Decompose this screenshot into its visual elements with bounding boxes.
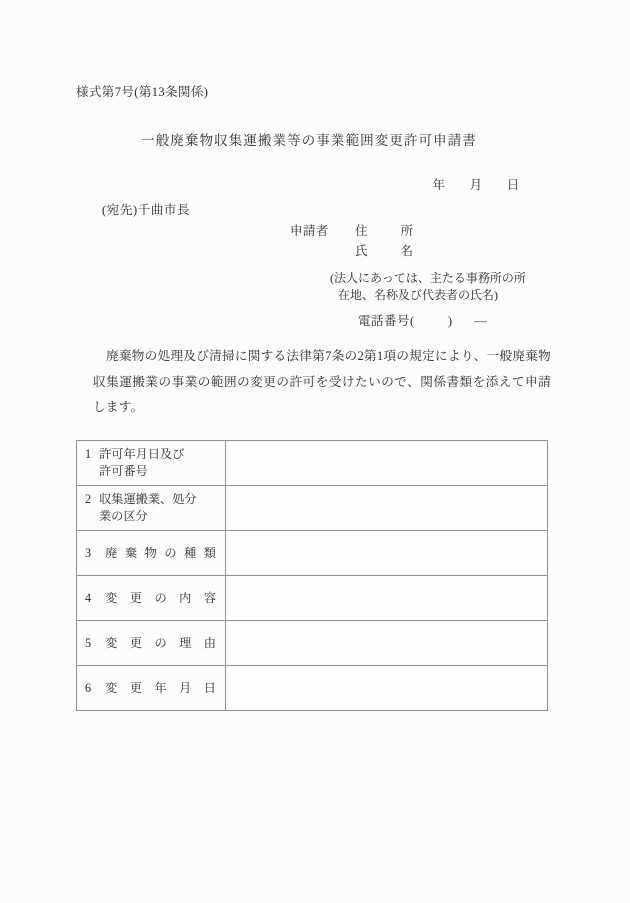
row-label — [85, 590, 218, 607]
row-label-line-1: 許可年月日及び — [99, 447, 185, 461]
applicant-address-row — [290, 221, 413, 241]
table-row — [77, 486, 548, 531]
page-title: 一般廃棄物収集運搬業等の事業範囲変更許可申請書 — [141, 133, 477, 148]
form-number: 様式第7号(第13条関係) — [76, 85, 209, 99]
row-label — [85, 545, 218, 562]
row-number: 1 — [85, 447, 92, 461]
date-month-label: 月 — [469, 178, 483, 192]
table-row-value-cell[interactable] — [226, 576, 548, 621]
date-day-label: 日 — [506, 178, 520, 192]
note-line-1: (法人にあっては、主たる事務所の所 — [330, 271, 526, 285]
phone-dash: — — [474, 314, 488, 328]
row-number: 6 — [85, 680, 92, 695]
row-label-line-2: 業の区分 — [99, 509, 148, 523]
row-number: 3 — [85, 545, 92, 560]
applicant-label: 申請者 — [290, 224, 329, 238]
applicant-name-label: 氏 名 — [355, 244, 414, 258]
row-label-text: 廃棄物の種類 — [105, 545, 216, 560]
table-row-value-cell[interactable] — [226, 486, 548, 531]
date-year-label: 年 — [432, 178, 445, 192]
table-row-label-cell — [77, 531, 226, 576]
addressee: (宛先)千曲市長 — [102, 203, 191, 217]
table-row-value-cell[interactable] — [226, 666, 548, 711]
phone-number-line — [358, 311, 487, 329]
note-line-2: 在地、名称及び代表者の氏名) — [338, 287, 498, 302]
row-label-text: 変更の内容 — [105, 590, 216, 605]
table-row-value-cell[interactable] — [226, 621, 548, 666]
table-row — [77, 621, 548, 666]
table-row-label-cell — [77, 666, 226, 711]
applicant-block — [290, 221, 413, 261]
row-number: 2 — [85, 492, 92, 506]
row-label — [85, 491, 218, 525]
applicant-corporation-note — [330, 270, 526, 303]
table-row-label-cell — [77, 621, 226, 666]
table-row — [77, 576, 548, 621]
table-body — [77, 441, 548, 711]
phone-paren-close: ) — [447, 314, 453, 328]
row-number: 5 — [85, 635, 92, 650]
phone-label: 電話番号( — [358, 314, 415, 328]
row-label — [85, 446, 218, 480]
date-line — [422, 175, 530, 193]
row-label — [85, 635, 218, 652]
row-label-line-1: 収集運搬業、処分 — [99, 492, 197, 506]
application-form-table — [76, 440, 548, 711]
table-row-label-cell — [77, 486, 226, 531]
table-row-value-cell[interactable] — [226, 531, 548, 576]
applicant-address-label: 住 所 — [355, 224, 414, 238]
table-row — [77, 441, 548, 486]
table-row — [77, 666, 548, 711]
table-row-value-cell[interactable] — [226, 441, 548, 486]
body-paragraph: 廃棄物の処理及び清掃に関する法律第7条の2第1項の規定により、一般廃棄物収集運搬業の事業の範囲の変更の許可を受けたいので、関係書類を添えて申請します。 — [93, 349, 551, 414]
table-row-label-cell — [77, 576, 226, 621]
applicant-name-row — [290, 241, 413, 261]
row-label-text: 変更年月日 — [105, 680, 216, 695]
row-number: 4 — [85, 590, 92, 605]
row-label-line-2: 許可番号 — [99, 464, 148, 478]
table-row — [77, 531, 548, 576]
row-label-text: 変更の理由 — [105, 635, 216, 650]
table-row-label-cell — [77, 441, 226, 486]
row-label — [85, 680, 218, 697]
